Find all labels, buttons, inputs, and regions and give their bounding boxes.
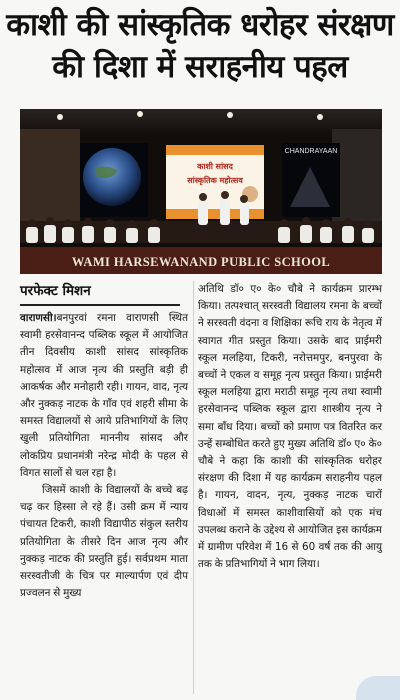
left-paragraph-1-text: बनपुरवां रमना वाराणसी स्थित स्वामी हरसेवानन्द पब्लिक स्कूल में आयोजित तीन दिवसीय काशी सांसद सांस्कृतिक महोत्सव में आज नृत्य की प्रस्तुति बड़ी ही आकर्षक और मनोहारी रही। गायन, वाद, नृत्य और नुक्कड़ नाटक के गाँव एवं शहरी सीमा के समस्त विद्यालयों से आये प्रतिभागियों के लिए खुली प्रतियोगिता माननीय सांसद और लोकप्रिय प्रधानमंत्री नरेन्द्र मोदी के पहल से विगत सालों से चल रहा है। <box>20 312 188 479</box>
left-paragraph-1 <box>20 310 188 482</box>
column-divider <box>193 281 194 694</box>
right-screen-label: CHANDRAYAAN <box>284 148 338 155</box>
stage-scene <box>20 109 382 274</box>
left-paragraph-2: जिसमें काशी के विद्यालयों के बच्चे बढ़ चढ़ कर हिस्सा ले रहे हैं। उसी क्रम में न्याय पंचायत टिकरी, काशी विद्यापीठ संकुल स्तरीय प्रतियोगिता के तीसरे दिन आज नृत्य और नुक्कड़ नाटक की प्रस्तुति हुई। सर्वप्रथम माता सरस्वतीजी के चित्र पर माल्यार्पण एवं दीप प्रज्वलन से मुख्य <box>20 484 188 600</box>
article-right-column <box>198 281 382 573</box>
school-sign: WAMI HARSEWANAND PUBLIC SCHOOL <box>71 255 331 269</box>
headline-line-2: की दिशा में सराहनीय पहल <box>52 49 348 85</box>
byline-rule <box>20 304 180 306</box>
corner-overlay <box>356 676 400 700</box>
globe-screen-icon <box>83 148 141 206</box>
dateline: वाराणसी। <box>20 312 57 324</box>
headline <box>6 4 394 88</box>
article-left-column <box>20 310 188 602</box>
banner-line-1: काशी सांसद <box>197 162 233 171</box>
banner-line-2: सांस्कृतिक महोत्सव <box>187 176 243 185</box>
right-paragraph-1: अतिथि डॉ० ए० के० चौबे ने कार्यक्रम प्रारम्भ किया। तत्पश्चात् सरस्वती विद्यालय रमना के बच्चों ने सरस्वती वंदना व शिक्षिका रूचि राय के नेतृत्व में स्वागत गीत प्रस्तुत किया। उसके बाद प्राईमरी स्कूल मलहिया, टिकरी, नरोत्तमपुर, बनपुरवा के बच्चों ने एकल व समूह नृत्य प्रस्तुत किया। प्राईमरी स्कूल मलहिया द्वारा मराठी समूह नृत्य तथा स्वामी हरसेवानन्द पब्लिक स्कूल द्वारा शास्त्रीय नृत्य ने समा बाँध दिया। बच्चों को प्रमाण पत्र वितरित कर उन्हें सम्बोधित करते हुए मुख्य अतिथि डॉ० ए० के० चौबे ने कहा कि काशी की सांस्कृतिक धरोहर संरक्षण की दिशा में यह कार्यक्रम सराहनीय पहल है। गायन, वादन, नृत्य, नुक्कड़ नाटक चारों विधाओं में समस्त काशीवासियों को एक मंच उपलब्ध कराने के उद्देश्य से आयोजित इस कार्यक्रम में ग्रामीण परिवेश में 16 से 60 वर्ष तक की आयु तक के प्रतिभागियों ने भाग लिया। <box>198 283 382 571</box>
event-photo <box>20 109 382 274</box>
headline-line-1: काशी की सांस्कृतिक धरोहर संरक्षण <box>6 7 394 43</box>
byline: परफेक्ट मिशन <box>20 283 91 299</box>
